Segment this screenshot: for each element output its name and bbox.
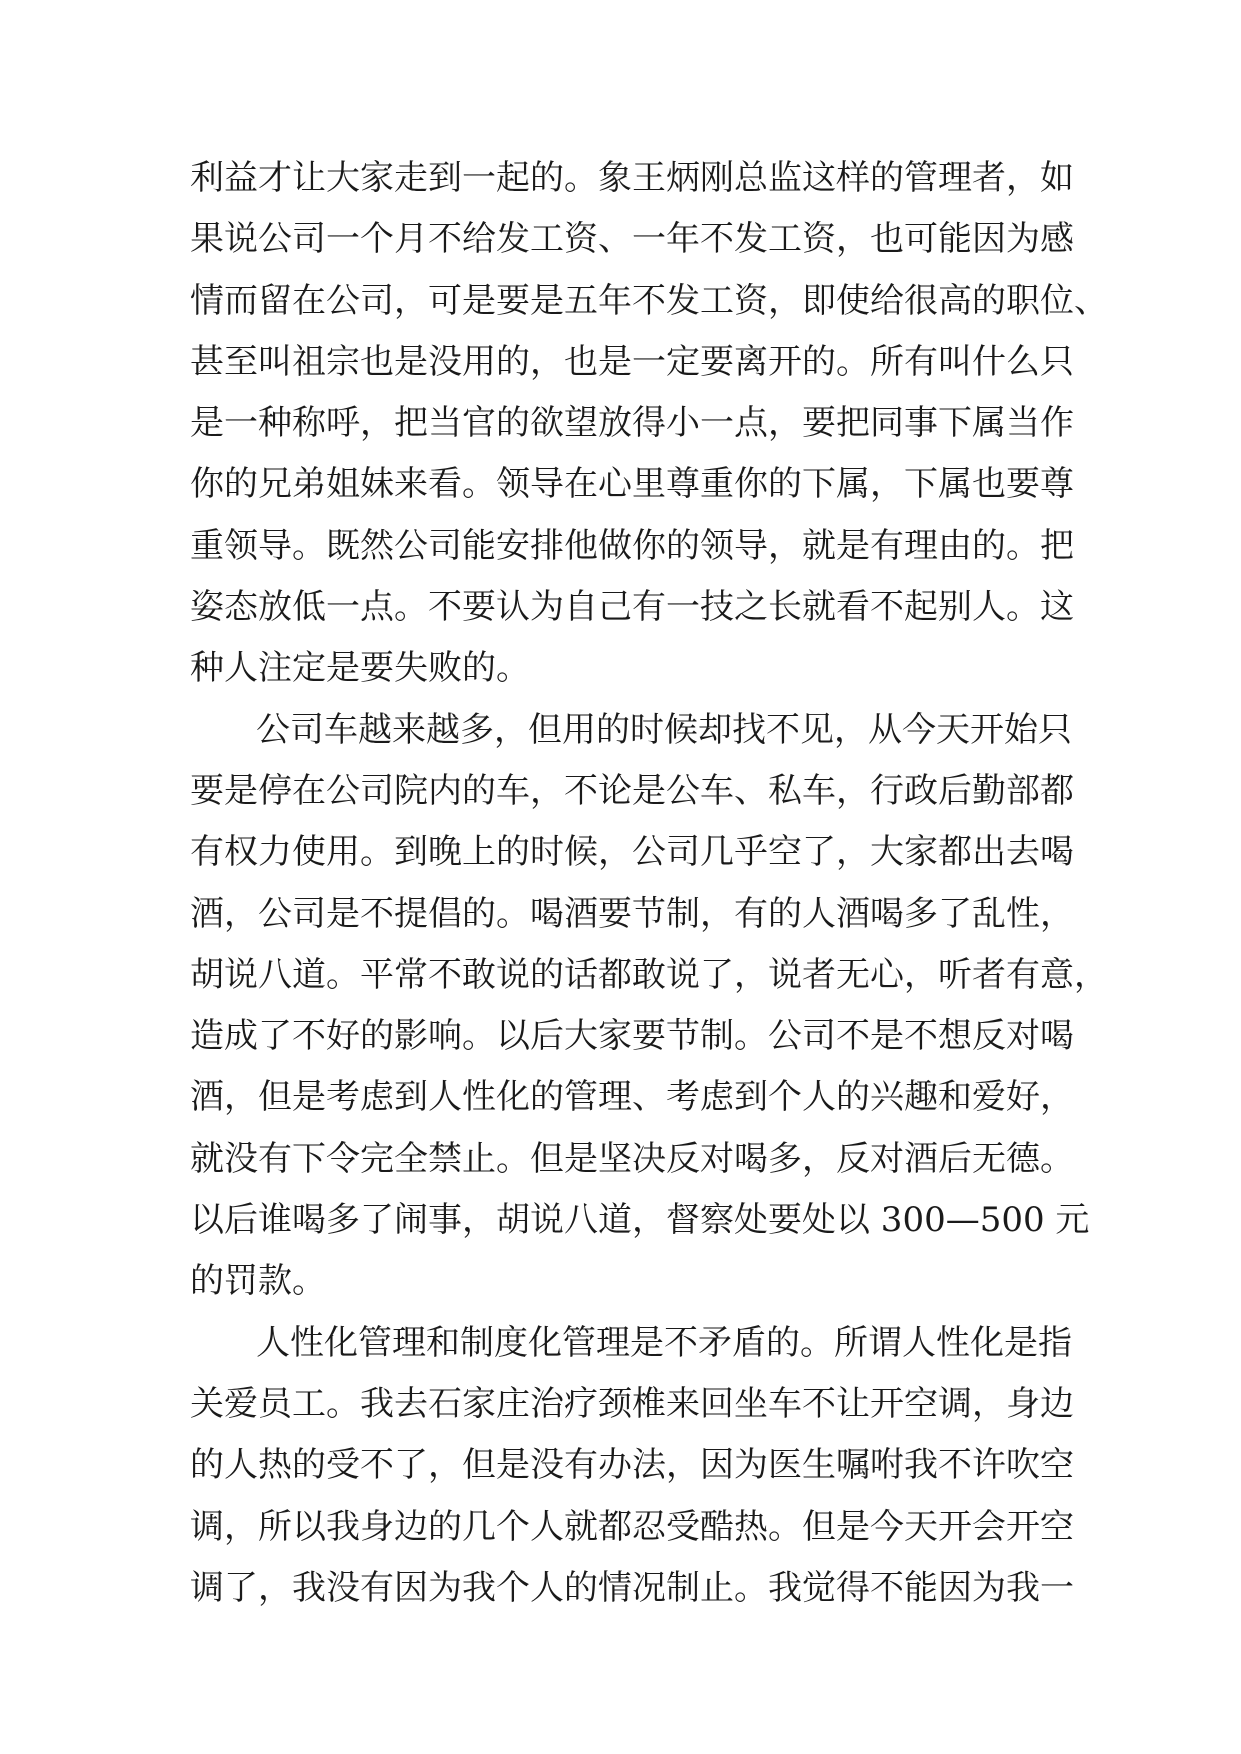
text-line: 的人热的受不了，但是没有办法，因为医生嘱咐我不许吹空 xyxy=(190,1445,1074,1486)
text-line: 的罚款。 xyxy=(190,1261,326,1302)
text-line: 造成了不好的影响。以后大家要节制。公司不是不想反对喝 xyxy=(190,1016,1074,1057)
text-line: 胡说八道。平常不敢说的话都敢说了，说者无心，听者有意， xyxy=(190,954,1108,995)
text-line: 要是停在公司院内的车，不论是公车、私车，行政后勤部都 xyxy=(190,770,1074,811)
text-line: 酒，公司是不提倡的。喝酒要节制，有的人酒喝多了乱性， xyxy=(190,893,1074,934)
text-line: 甚至叫祖宗也是没用的，也是一定要离开的。所有叫什么只 xyxy=(190,341,1074,382)
text-line: 调了，我没有因为我个人的情况制止。我觉得不能因为我一 xyxy=(190,1567,1074,1608)
text-line: 就没有下令完全禁止。但是坚决反对喝多，反对酒后无德。 xyxy=(190,1138,1074,1179)
text-line: 情而留在公司，可是要是五年不发工资，即使给很高的职位、 xyxy=(190,280,1108,321)
text-line: 姿态放低一点。不要认为自己有一技之长就看不起别人。这 xyxy=(190,587,1074,628)
text-line: 以后谁喝多了闹事，胡说八道，督察处要处以 300—500 元 xyxy=(190,1200,1090,1241)
text-line: 关爱员工。我去石家庄治疗颈椎来回坐车不让开空调，身边 xyxy=(190,1383,1074,1424)
body-text xyxy=(190,158,1108,1629)
text-line: 重领导。既然公司能安排他做你的领导，就是有理由的。把 xyxy=(190,525,1074,566)
paragraph-first-line: 人性化管理和制度化管理是不矛盾的。所谓人性化是指 xyxy=(256,1322,1072,1363)
text-line: 是一种称呼，把当官的欲望放得小一点，要把同事下属当作 xyxy=(190,403,1074,444)
text-line: 酒，但是考虑到人性化的管理、考虑到个人的兴趣和爱好， xyxy=(190,1077,1074,1118)
text-line: 种人注定是要失败的。 xyxy=(190,648,530,689)
text-line: 利益才让大家走到一起的。象王炳刚总监这样的管理者，如 xyxy=(190,158,1074,198)
text-line: 调，所以我身边的几个人就都忍受酷热。但是今天开会开空 xyxy=(190,1506,1074,1547)
paragraph-first-line: 公司车越来越多，但用的时候却找不见，从今天开始只 xyxy=(256,709,1072,750)
text-line: 果说公司一个月不给发工资、一年不发工资，也可能因为感 xyxy=(190,219,1074,260)
text-line: 你的兄弟姐妹来看。领导在心里尊重你的下属，下属也要尊 xyxy=(190,464,1074,505)
text-line: 有权力使用。到晚上的时候，公司几乎空了，大家都出去喝 xyxy=(190,832,1074,873)
